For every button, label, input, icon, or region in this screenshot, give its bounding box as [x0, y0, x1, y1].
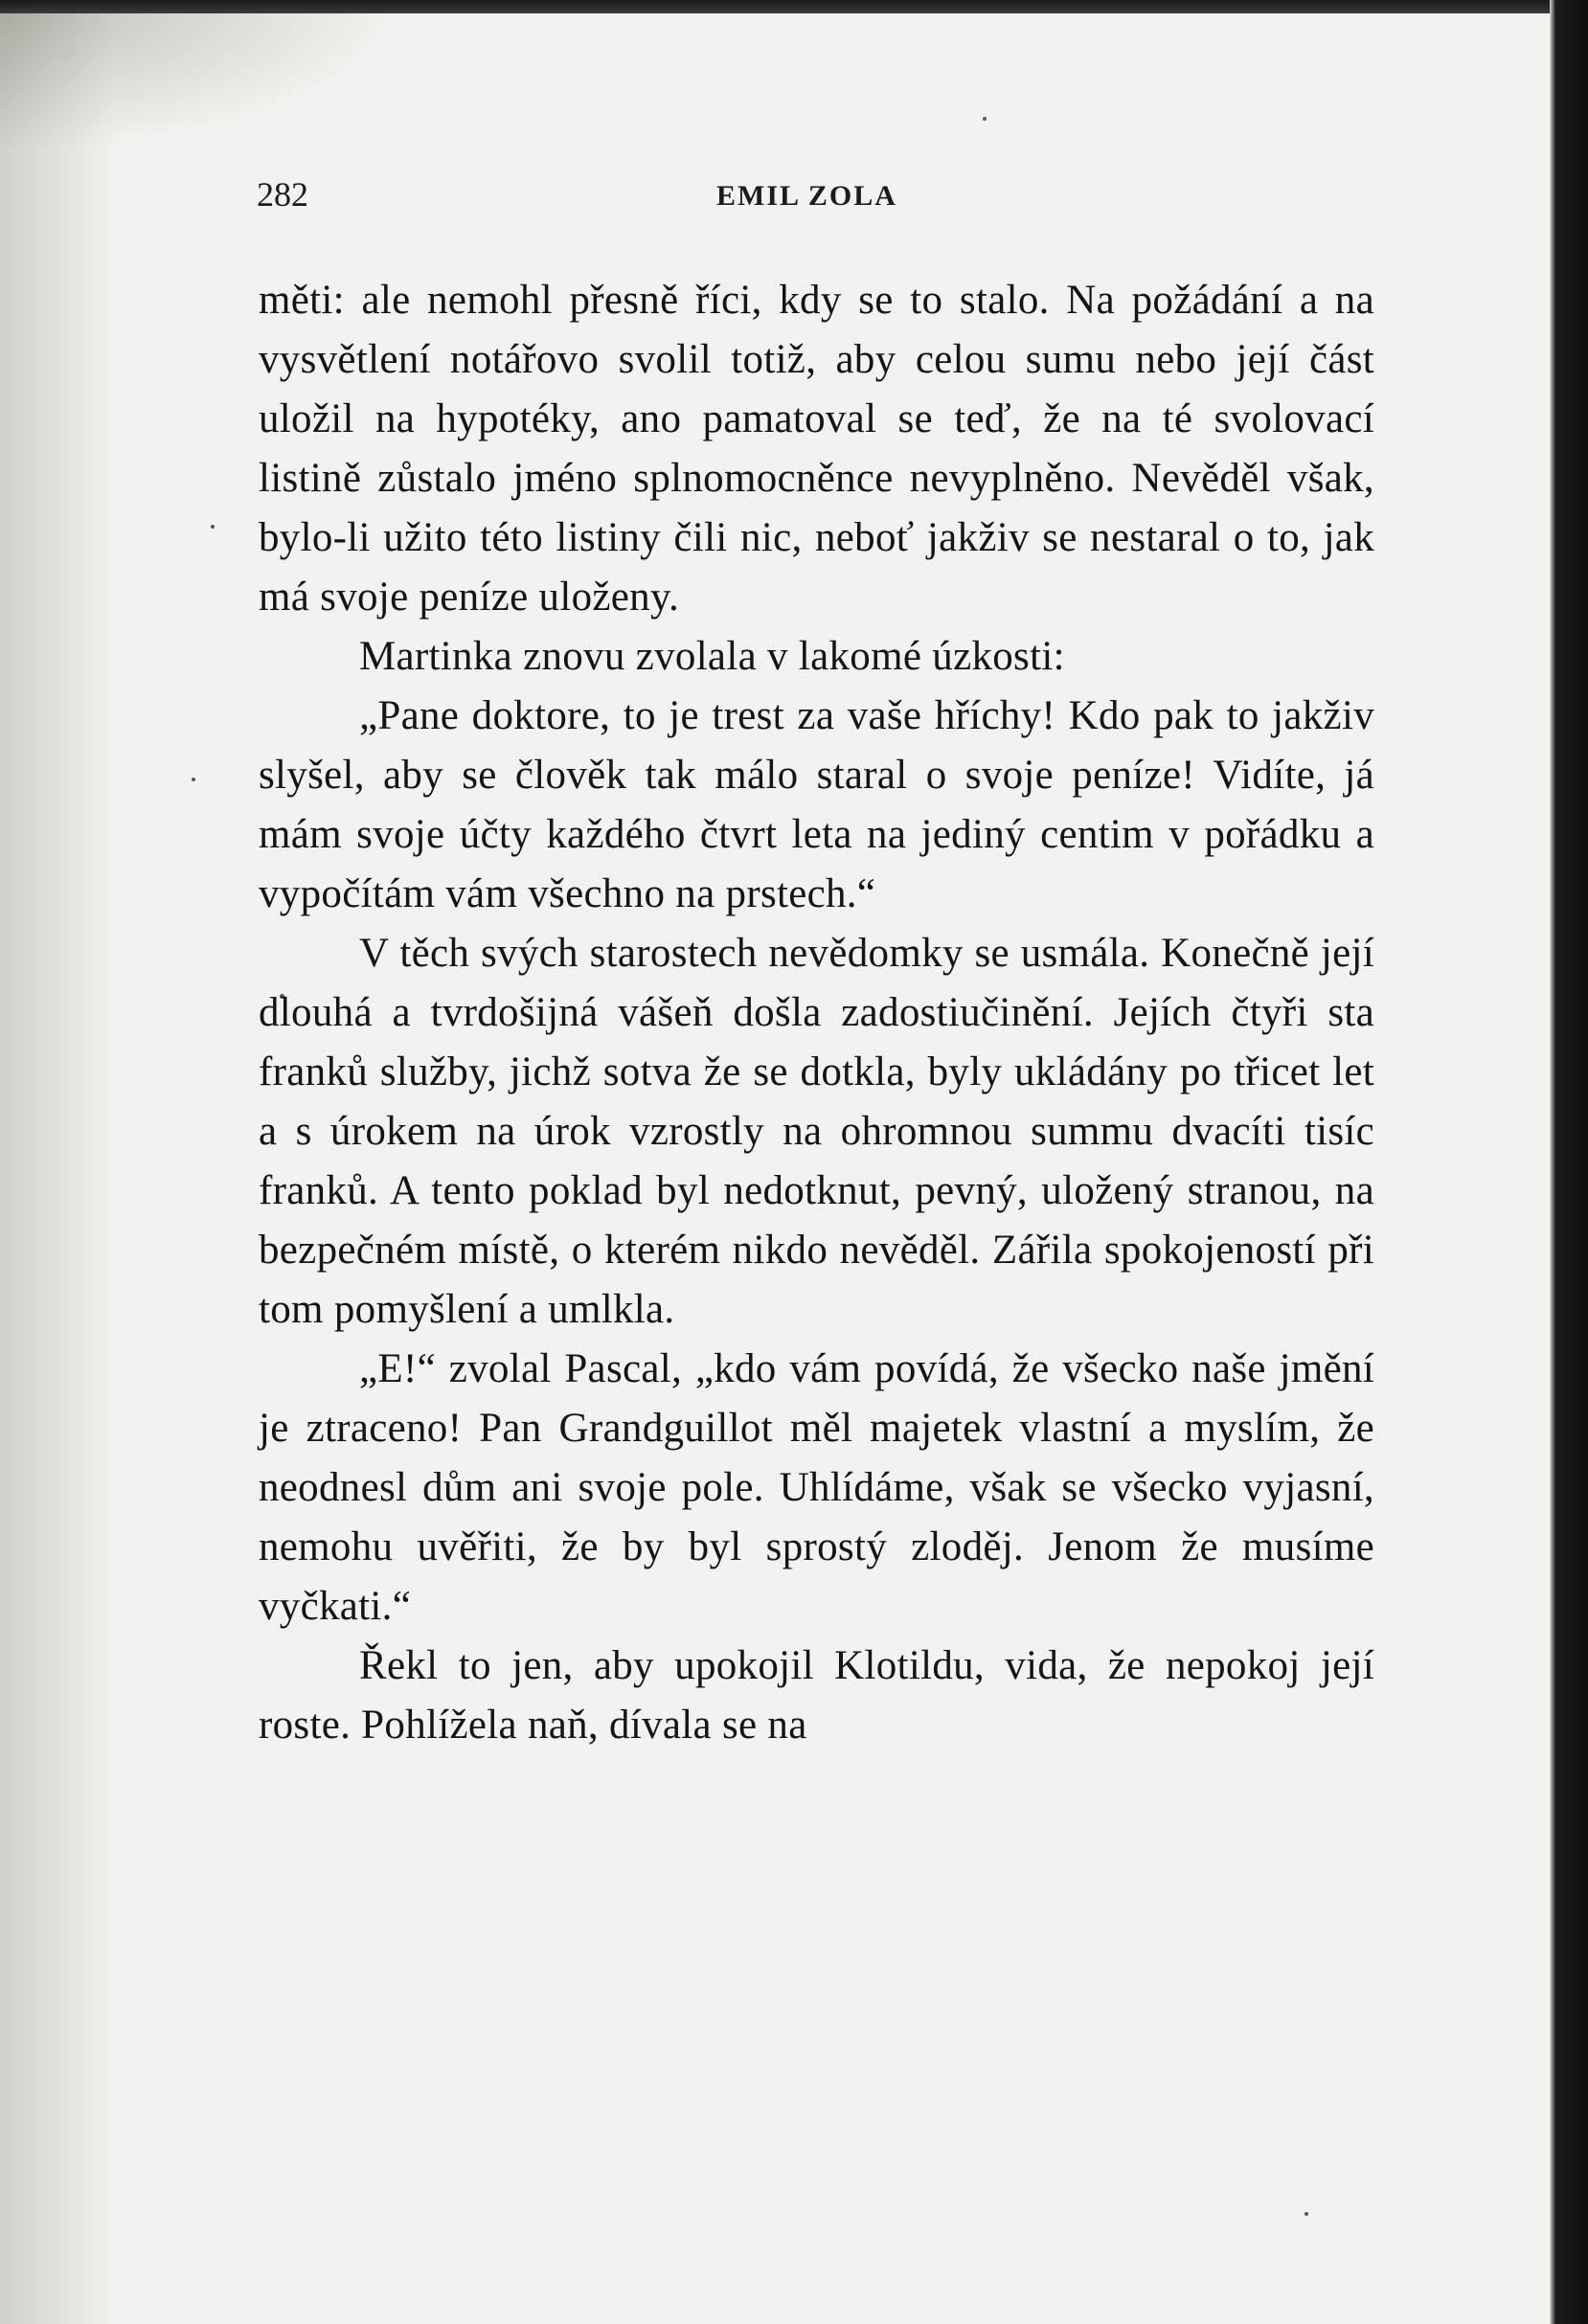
ink-speck — [1304, 2212, 1308, 2216]
corner-shadow — [0, 0, 402, 153]
paragraph: Martinka znovu zvolala v lakomé úzkosti: — [359, 634, 1065, 679]
ink-speck — [211, 525, 215, 529]
ink-speck — [192, 778, 195, 781]
paragraph: „E!“ zvolal Pascal, „kdo vám povídá, že všecko naše jmění je ztraceno! Pan Grandguillot měl majetek vlastní a myslím, že neodnesl dům ani svoje pole. Uhlídáme, však se všecko vyjasní, nemohu uvěřiti, že by byl sprostý zloděj. Jenom že musíme vyčkati.“ — [259, 1346, 1374, 1629]
paragraph: „Pane doktore, to je trest za vaše hříchy! Kdo pak to jakživ slyšel, aby se člověk tak málo staral o svoje peníze! Vidíte, já mám svoje účty každého čtvrt leta na jediný centim v pořádku a vypočítám vám všechno na prstech.“ — [259, 693, 1374, 916]
page-top-edge — [0, 0, 1588, 13]
ink-speck — [983, 117, 987, 121]
paragraph: měti: ale nemohl přesně říci, kdy se to stalo. Na požádání a na vysvětlení notářovo svolil totiž, aby celou sumu nebo její část uložil na hypotéky, ano pamatoval se teď, že na té svolovací listině zůstalo jméno splnomocněnce nevyplněno. Nevěděl však, bylo-li užito této listiny čili nic, neboť jakživ se nestaral o to, jak má svoje peníze uloženy. — [259, 278, 1374, 620]
page-number: 282 — [257, 175, 308, 214]
paragraph: V těch svých starostech nevědomky se usmála. Konečně její dlouhá a tvrdošijná vášeň došla zadostiučinění. Jejích čtyři sta franků služby, jichž sotva že se dotkla, byly ukládány po třicet let a s úrokem na úrok vzrostly na ohromnou summu dvacíti tisíc franků. A tento poklad byl nedotknut, pevný, uložený stranou, na bezpečném místě, o kterém nikdo nevěděl. Zářila spokojeností při tom pomyšlení a umlkla. — [259, 931, 1374, 1332]
page-right-edge — [1550, 0, 1588, 2324]
body-text — [259, 271, 1374, 1755]
paragraph: Řekl to jen, aby upokojil Klotildu, vida, že nepokoj její roste. Pohlížela naň, dívala se na — [259, 1643, 1374, 1748]
binding-shadow — [0, 0, 115, 2324]
running-head-title: EMIL ZOLA — [716, 180, 897, 212]
running-header — [257, 174, 1368, 222]
